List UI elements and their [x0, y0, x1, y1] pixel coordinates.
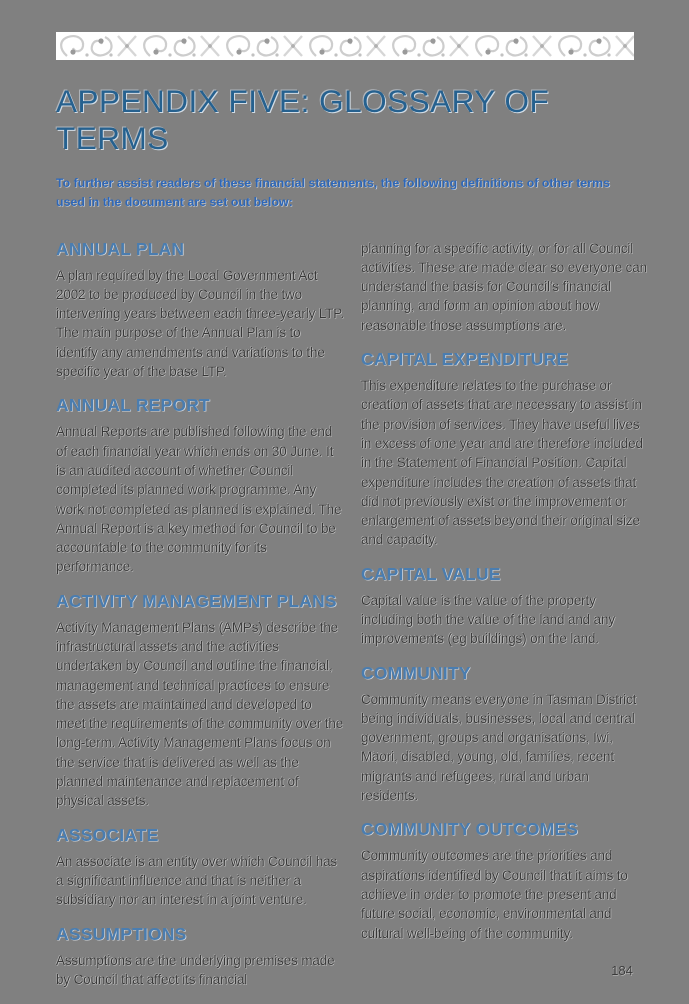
koru-pattern-icon: [56, 32, 634, 60]
term-definition: This expenditure relates to the purchase or creation of assets that are necessary to assist in the provision of services. They have useful lives in excess of one year and are therefore included in the Statement of Financial Position. Capital expenditure includes the creation of assets that did not previously exist or the improvement or enlargement of assets beyond their original size and capacity.: [361, 378, 643, 548]
glossary-entry: [56, 924, 344, 990]
term-heading: CAPITAL VALUE: [361, 563, 501, 584]
glossary-entry: [361, 663, 649, 806]
term-definition: Capital value is the value of the property including both the value of the land and any improvements (eg buildings) on the land.: [361, 592, 615, 647]
decorative-border: [56, 32, 634, 60]
term-definition: Annual Reports are published following the end of each financial year which ends on 30 June. It is an audited account of whether Council completed its planned work programme. Any work not completed as planned is explained. The Annual Report is a key method for Council to be accountable to the community for its performance.: [56, 424, 342, 575]
term-heading: CAPITAL EXPENDITURE: [361, 349, 569, 370]
term-heading: ANNUAL PLAN: [56, 238, 185, 259]
term-definition: Community means everyone in Tasman District being individuals, businesses, local and central government, groups and organisations, Iwi, Māori, disabled, young, old, families, recent migrants and refugees, rural and urban residents.: [361, 691, 637, 804]
glossary-entry: [56, 825, 344, 910]
page-content: [56, 0, 656, 996]
term-definition: Community outcomes are the priorities and aspirations identified by Council that it aims to achieve in order to promote the present and future social, economic, environmental and cultural well-being of the community.: [361, 848, 628, 941]
term-heading: ACTIVITY MANAGEMENT PLANS: [56, 590, 337, 611]
glossary-column-right: [361, 239, 649, 997]
glossary-entry-continuation: [361, 239, 649, 335]
glossary-entry: [361, 349, 649, 550]
glossary-entry: [361, 819, 649, 942]
term-definition: Activity Management Plans (AMPs) describe the infrastructural assets and the activities undertaken by Council and outline the financial, management and technical practices to ensure the assets are maintained and developed to meet the requirements of the community over the long-term. Activity Management Plans focus on the service that is delivered as well as the planned maintenance and replacement of physical assets.: [56, 619, 344, 809]
term-definition: Assumptions are the underlying premises made by Council that affect its financial: [56, 952, 335, 987]
term-heading: COMMUNITY: [361, 662, 471, 683]
term-heading: ASSUMPTIONS: [56, 923, 187, 944]
glossary-entry: [56, 591, 344, 811]
term-definition: planning for a specific activity, or for all Council activities. These are made clear so everyone can understand the basis for Council's financial planning, and form an opinion about how reasonable those assumptions are.: [361, 240, 647, 333]
glossary-column-left: [56, 239, 344, 997]
term-heading: ASSOCIATE: [56, 824, 159, 845]
term-definition: A plan required by the Local Government Act 2002 to be produced by Council in the two intervening years between each three-yearly LTP. The main purpose of the Annual Plan is to identify any amendments and variations to the specific year of the base LTP.: [56, 267, 344, 380]
page-title: APPENDIX FIVE: GLOSSARY OF TERMS: [56, 83, 550, 157]
term-definition: An associate is an entity over which Council has a significant influence and that is neither a subsidiary nor an interest in a joint venture.: [56, 853, 338, 908]
glossary-entry: [56, 395, 344, 576]
intro-text: To further assist readers of these financial statements, the following definitions of other terms used in the document are set out below:: [56, 176, 611, 209]
page-number: 184: [611, 963, 633, 978]
glossary-entry: [56, 239, 344, 382]
term-heading: ANNUAL REPORT: [56, 395, 210, 416]
glossary-columns: [56, 239, 650, 997]
term-heading: COMMUNITY OUTCOMES: [361, 819, 579, 840]
glossary-entry: [361, 564, 649, 649]
